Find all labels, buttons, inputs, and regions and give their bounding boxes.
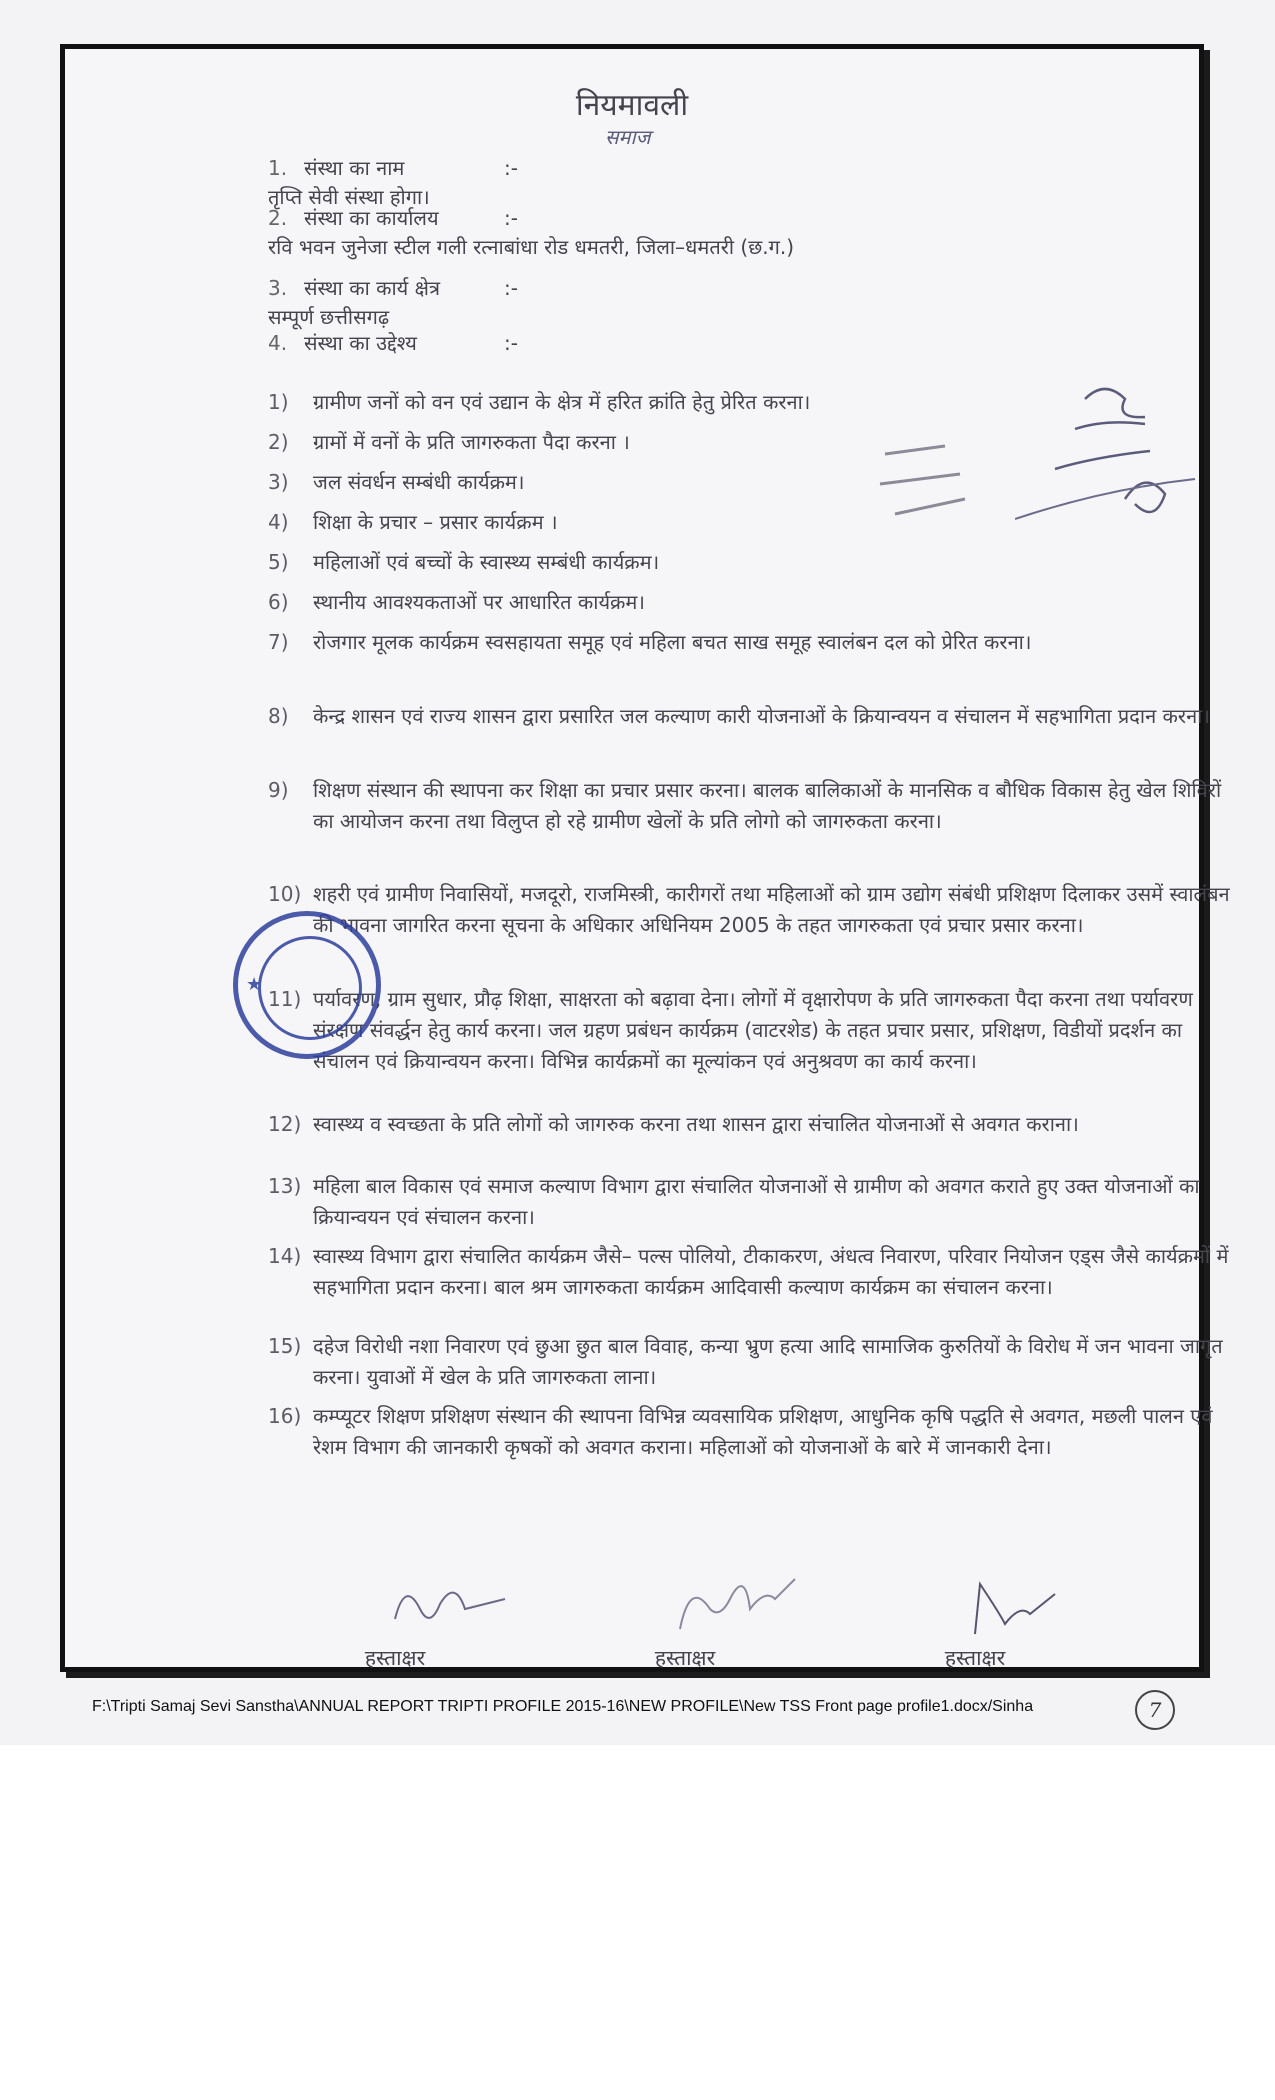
document-title: नियमावली — [575, 88, 689, 123]
meta-value: सम्पूर्ण छत्तीसगढ़ — [268, 305, 390, 329]
objective-item — [268, 1109, 1238, 1140]
objective-number: 2) — [268, 430, 289, 454]
objective-item — [268, 1241, 1238, 1303]
meta-separator: :- — [504, 156, 518, 180]
objective-text: स्वास्थ्य विभाग द्वारा संचालित कार्यक्रम जैसे– पल्स पोलियो, टीकाकरण, अंधत्व निवारण, परिवार नियोजन एड्स जैसे कार्यक्रमों में सहभागिता प्रदान करना। बाल श्रम जागरुकता कार्यक्रम आदिवासी कल्याण कार्यक्रम का संचालन करना। — [313, 1244, 1229, 1299]
meta-label: संस्था का उद्देश्य — [304, 331, 417, 355]
objective-number: 10) — [268, 882, 302, 906]
meta-number: 1. — [268, 156, 288, 180]
official-seal — [233, 911, 381, 1059]
file-path-footer: F:\Tripti Samaj Sevi Sanstha\ANNUAL REPORT TRIPTI PROFILE 2015-16\NEW PROFILE\New TSS Front page profile1.docx/Sinha — [92, 1698, 1034, 1715]
objective-number: 5) — [268, 550, 289, 574]
handwritten-annotation: समाज — [605, 125, 651, 149]
objective-number: 12) — [268, 1112, 302, 1136]
objective-item — [268, 587, 1238, 618]
objective-number: 1) — [268, 390, 289, 414]
objective-text: ग्रामों में वनों के प्रति जागरुकता पैदा करना । — [313, 430, 630, 454]
document-page — [60, 44, 1230, 1672]
signature-mark — [670, 1574, 810, 1644]
objective-number: 16) — [268, 1404, 302, 1428]
objective-item — [268, 627, 1238, 658]
objective-number: 9) — [268, 778, 289, 802]
objective-text: केन्द्र शासन एवं राज्य शासन द्वारा प्रसारित जल कल्याण कारी योजनाओं के क्रियान्वयन व संचालन में सहभागिता प्रदान करना। — [313, 704, 1210, 728]
signature-mark — [955, 1574, 1065, 1644]
objective-text: स्वास्थ्य व स्वच्छता के प्रति लोगों को जागरुक करना तथा शासन द्वारा संचालित योजनाओं से अवगत कराना। — [313, 1112, 1079, 1136]
meta-row — [268, 204, 1199, 263]
signature-label: हस्ताक्षर — [654, 1646, 716, 1670]
meta-number: 3. — [268, 276, 288, 300]
objective-item — [268, 1331, 1238, 1393]
meta-row — [268, 274, 1199, 333]
objective-item — [268, 984, 1238, 1077]
faint-stamp-marks — [875, 434, 1025, 524]
meta-value: तृप्ति सेवी संस्था होगा। — [268, 185, 430, 209]
objective-text: शहरी एवं ग्रामीण निवासियों, मजदूरो, राजमिस्त्री, कारीगरों तथा महिलाओं को ग्राम उद्योग संबंधी प्रशिक्षण दिलाकर उसमें स्वालंबन की भावना जागरित करना सूचना के अधिकार अधिनियम 2005 के तहत जागरुकता एवं प्रचार प्रसार करना। — [313, 882, 1230, 937]
objective-item — [268, 1401, 1238, 1463]
objective-number: 4) — [268, 510, 289, 534]
objective-text: शिक्षा के प्रचार – प्रसार कार्यक्रम । — [313, 510, 558, 534]
objective-item — [268, 775, 1238, 837]
meta-value: रवि भवन जुनेजा स्टील गली रत्नाबांधा रोड धमतरी, जिला–धमतरी (छ.ग.) — [268, 235, 795, 259]
objective-item — [268, 701, 1238, 732]
meta-number: 4. — [268, 331, 288, 355]
objective-item — [268, 879, 1238, 941]
objective-number: 3) — [268, 470, 289, 494]
objective-number: 11) — [268, 987, 302, 1011]
objective-number: 8) — [268, 704, 289, 728]
objective-number: 7) — [268, 630, 289, 654]
signature-label: हस्ताक्षर — [944, 1646, 1006, 1670]
objective-text: ग्रामीण जनों को वन एवं उद्यान के क्षेत्र में हरित क्रांति हेतु प्रेरित करना। — [313, 390, 811, 414]
objective-item — [268, 1171, 1238, 1233]
objective-text: कम्प्यूटर शिक्षण प्रशिक्षण संस्थान की स्थापना विभिन्न व्यवसायिक प्रशिक्षण, आधुनिक कृषि पद्धति से अवगत, मछली पालन एवं रेशम विभाग की जानकारी कृषकों को अवगत कराना। महिलाओं को योजनाओं के बारे में जानकारी देना। — [313, 1404, 1213, 1459]
meta-number: 2. — [268, 206, 288, 230]
meta-label: संस्था का कार्य क्षेत्र — [304, 276, 440, 300]
objective-text: दहेज विरोधी नशा निवारण एवं छुआ छुत बाल विवाह, कन्या भ्रुण हत्या आदि सामाजिक कुरुतियों के विरोध में जन भावना जागृत करना। युवाओं में खेल के प्रति जागरुकता लाना। — [313, 1334, 1223, 1389]
objective-text: महिलाओं एवं बच्चों के स्वास्थ्य सम्बंधी कार्यक्रम। — [313, 550, 660, 574]
objective-item — [268, 547, 1238, 578]
objective-number: 15) — [268, 1334, 302, 1358]
objective-text: स्थानीय आवश्यकताओं पर आधारित कार्यक्रम। — [313, 590, 645, 614]
objective-text: रोजगार मूलक कार्यक्रम स्वसहायता समूह एवं महिला बचत साख समूह स्वालंबन दल को प्रेरित करना। — [313, 630, 1032, 654]
star-icon: ★ — [246, 974, 263, 995]
objective-number: 13) — [268, 1174, 302, 1198]
page-number: 7 — [1135, 1690, 1175, 1730]
objective-text: महिला बाल विकास एवं समाज कल्याण विभाग द्वारा संचालित योजनाओं से ग्रामीण को अवगत कराते हुए उक्त योजनाओं का क्रियान्वयन एवं संचालन करना। — [313, 1174, 1200, 1229]
objective-text: पर्यावरण, ग्राम सुधार, प्रौढ़ शिक्षा, साक्षरता को बढ़ावा देना। लोगों में वृक्षारोपण के प्रति जागरुकता पैदा करना तथा पर्यावरण संरक्षण संवर्द्धन हेतु कार्य करना। जल ग्रहण प्रबंधन कार्यक्रम (वाटरशेड) के तहत प्रचार प्रसार, प्रशिक्षण, विडीयों प्रदर्शन का संचालन एवं क्रियान्वयन करना। विभिन्न कार्यक्रमों का मूल्यांकन एवं अनुश्रवण का कार्य करना। — [313, 987, 1193, 1073]
meta-label: संस्था का कार्यालय — [304, 206, 439, 230]
signature-mark — [385, 1574, 525, 1634]
meta-separator: :- — [504, 206, 518, 230]
meta-separator: :- — [504, 331, 518, 355]
meta-label: संस्था का नाम — [304, 156, 405, 180]
objective-text: जल संवर्धन सम्बंधी कार्यक्रम। — [313, 470, 525, 494]
handwritten-notes — [1015, 369, 1205, 529]
objective-number: 6) — [268, 590, 289, 614]
meta-separator: :- — [504, 276, 518, 300]
objective-number: 14) — [268, 1244, 302, 1268]
objective-text: शिक्षण संस्थान की स्थापना कर शिक्षा का प्रचार प्रसार करना। बालक बालिकाओं के मानसिक व बौधिक विकास हेतु खेल शिविरों का आयोजन करना तथा विलुप्त हो रहे ग्रामीण खेलों के प्रति लोगो को जागरुकता करना। — [313, 778, 1222, 833]
signature-label: हस्ताक्षर — [364, 1646, 426, 1670]
